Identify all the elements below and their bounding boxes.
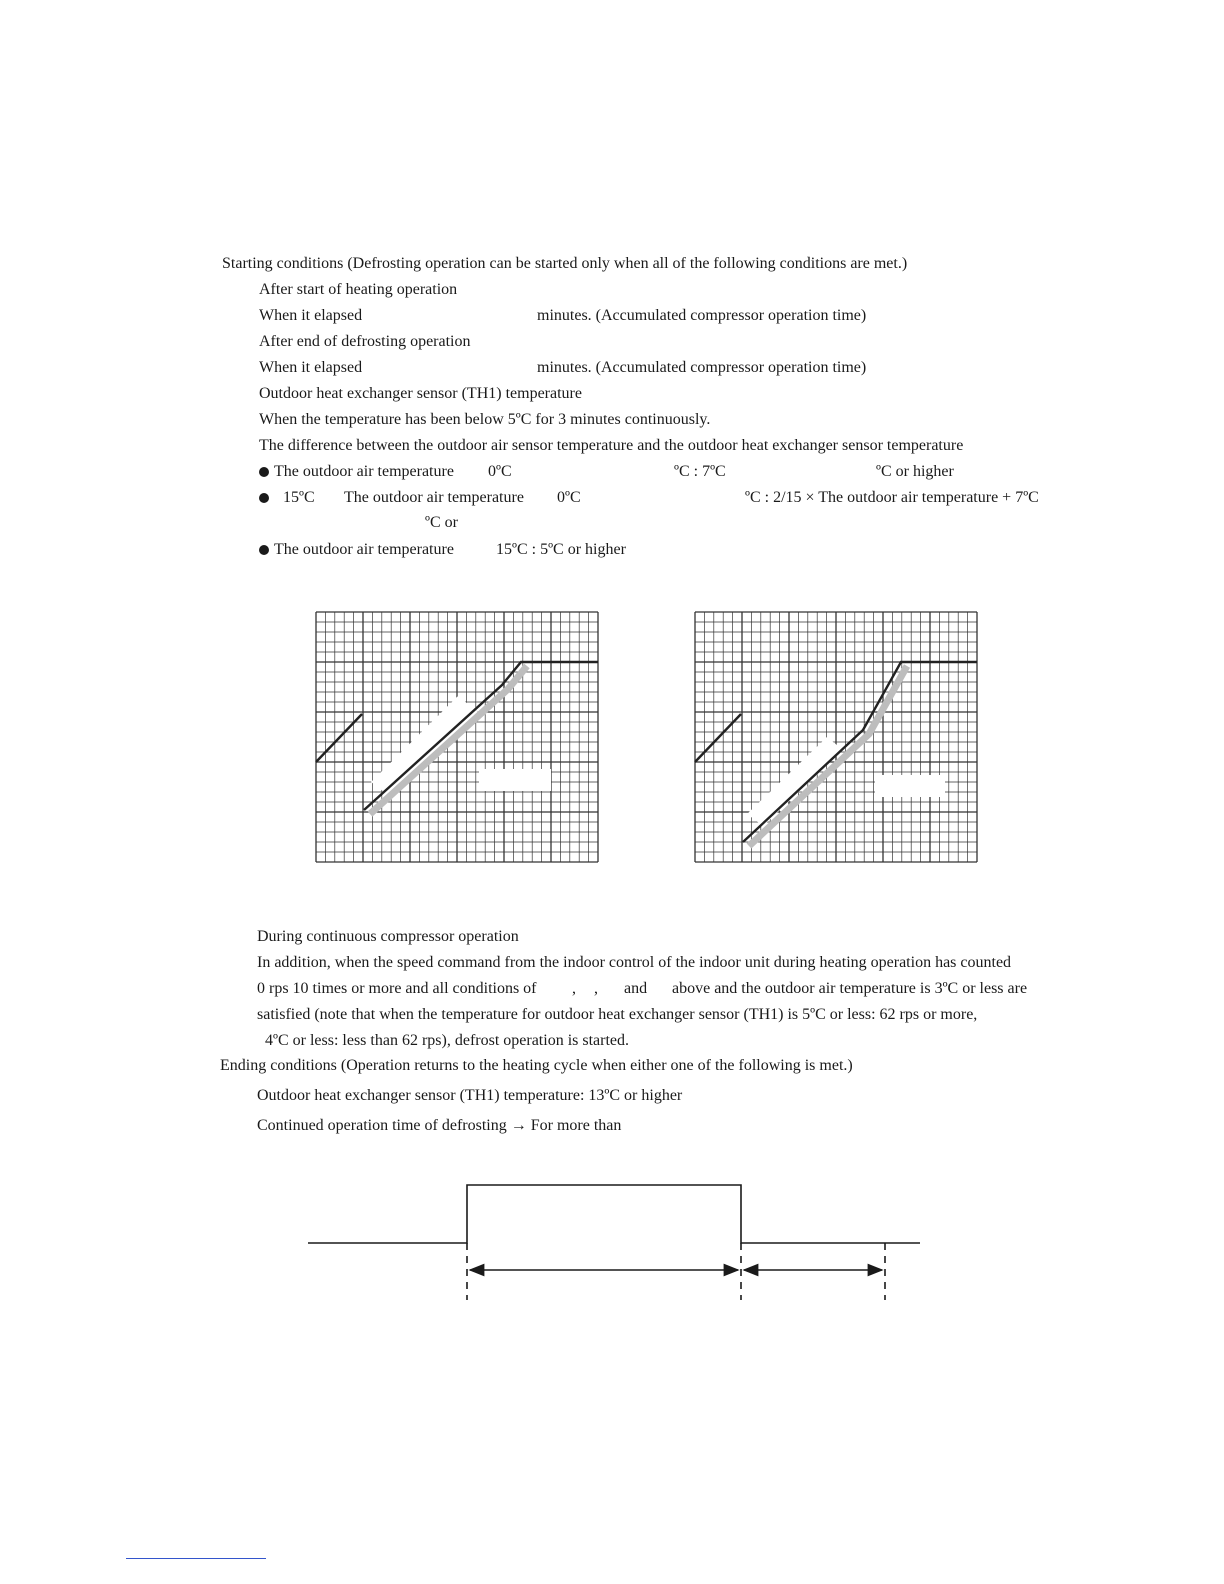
elapsed-label-1: When it elapsed: [259, 307, 363, 324]
threshold-line-low: [316, 714, 362, 762]
ending-e1: Outdoor heat exchanger sensor (TH1) temperature: 13ºC or higher: [257, 1087, 683, 1104]
continuous-p4: 4ºC or less: less than 62 rps), defrost operation is started.: [265, 1032, 630, 1049]
bullet-3-text-a: The outdoor air temperature: [274, 541, 454, 558]
defrost-chart-right: [695, 612, 977, 862]
below-label: When the temperature has been below 5ºC for 3 minutes continuously.: [259, 411, 711, 428]
bullet-1-text-b: 0ºC: [488, 463, 512, 480]
timing-dashed-markers: [467, 1243, 885, 1300]
bullet-1-text-a: The outdoor air temperature: [274, 463, 454, 480]
bullet-2-text-e: ºC or: [425, 514, 458, 531]
continuous-p2-e: above and the outdoor air temperature is 3ºC or less are: [672, 980, 1028, 997]
after-start-label: After start of heating operation: [259, 281, 458, 298]
bullet-3-text-b: 15ºC : 5ºC or higher: [496, 541, 626, 558]
after-end-label: After end of defrosting operation: [259, 333, 471, 350]
elapsed-label-2: When it elapsed: [259, 359, 363, 376]
ending-e2: Continued operation time of defrosting → For more than: [257, 1117, 622, 1134]
defrost-chart-left: [316, 612, 598, 862]
starting-heading: Starting conditions (Defrosting operation can be started only when all of the following conditions are met.): [222, 255, 908, 272]
chart-grid: [695, 612, 977, 862]
continuous-p2-c: ,: [594, 980, 598, 997]
bullet-2-text-c: 0ºC: [557, 489, 581, 506]
label-mask-box: [479, 769, 551, 791]
bullet-2-text-d: ºC : 2/15 × The outdoor air temperature + 7ºC: [745, 489, 1039, 506]
continuous-p1: In addition, when the speed command from the indoor control of the indoor unit during heating operation has counted: [257, 954, 1012, 971]
continuous-p2-b: ,: [572, 980, 576, 997]
bullet-1-text-c: ºC : 7ºC: [674, 463, 726, 480]
bullet-1: [259, 467, 269, 477]
continuous-p2-d: and: [624, 980, 648, 997]
label-mask-diagonal: [747, 737, 843, 826]
minutes-label-2: minutes. (Accumulated compressor operation time): [537, 359, 867, 376]
bullet-2-text-a: 15ºC: [283, 489, 315, 506]
continuous-p3: satisfied (note that when the temperature for outdoor heat exchanger sensor (TH1) is 5ºC or less: 62 rps or more,: [257, 1006, 978, 1023]
bullet-1-text-d: ºC or higher: [876, 463, 954, 480]
threshold-line-low: [695, 714, 741, 762]
continuous-heading: During continuous compressor operation: [257, 928, 519, 945]
difference-label: The difference between the outdoor air sensor temperature and the outdoor heat exchanger sensor temperature: [259, 437, 964, 454]
bullet-3: [259, 545, 269, 555]
th1-label: Outdoor heat exchanger sensor (TH1) temperature: [259, 385, 582, 402]
defrost-timing-diagram: [300, 1175, 930, 1305]
continuous-p2-a: 0 rps 10 times or more and all conditions of: [257, 980, 537, 997]
ending-heading: Ending conditions (Operation returns to the heating cycle when either one of the following is met.): [220, 1057, 853, 1074]
bullet-2: [259, 493, 269, 503]
footer-link-line: [126, 1558, 266, 1559]
bullet-2-text-b: The outdoor air temperature: [344, 489, 524, 506]
timing-waveform: [308, 1185, 920, 1243]
minutes-label-1: minutes. (Accumulated compressor operation time): [537, 307, 867, 324]
label-mask-box: [875, 775, 945, 797]
